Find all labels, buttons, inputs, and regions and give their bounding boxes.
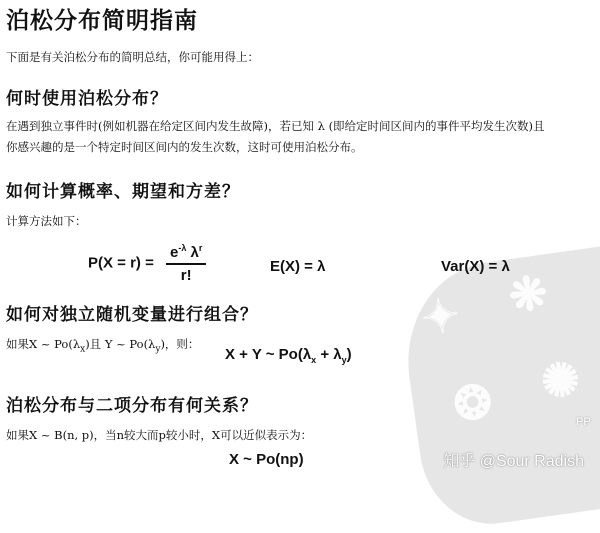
section-text-line: 在遇到独立事件时(例如机器在给定区间内发生故障)，若已知 λ (即给定时间区间内的事件平均发生次数)且 [6,119,545,133]
probability-lhs: P(X = r) = [88,254,159,272]
variance-formula: Var(X) = λ [441,258,510,275]
section-heading-binomial: 泊松分布与二项分布有何关系？ [6,396,258,416]
probability-formula [88,243,206,284]
section-heading-when-to-use: 何时使用泊松分布？ [6,89,168,109]
watermark-text: 知乎 @Sour Radish [443,453,584,470]
watermark-glyph: ❋ [505,264,552,324]
section-text: 如果X ~ $Po(\lambda_x)$且 Y ~ $Po(\lambda_y)$，则： [6,337,200,355]
section-text: 计算方法如下： [6,214,87,228]
expectation-formula: E(X) = λ [270,258,326,275]
watermark-seal [395,243,600,532]
watermark-glyph: ❂ [449,373,496,433]
probability-fraction [166,243,206,284]
section-heading-combine: 如何对独立随机变量进行组合？ [6,305,258,325]
section-text-line: 你感兴趣的是一个特定时间区间内的发生次数，这时可使用泊松分布。 [6,140,363,154]
intro-text: 下面是有关泊松分布的简明总结，你可能用得上： [6,50,259,64]
combination-formula: X + Y ~ $Po(\lambda_x + \lambda_y)$ [225,346,352,365]
fraction-denominator: r! [166,263,206,284]
section-text: 如果X ~ B(n, p)，当n较大而p较小时，X可以近似表示为： [6,428,313,442]
watermark-glyph: ✦ [417,286,464,346]
approximation-formula: X ~ Po(np) [229,451,304,468]
watermark-corner-text: PP [576,416,591,428]
section-heading-calculate: 如何计算概率、期望和方差？ [6,182,240,202]
fraction-numerator: $e^{-\lambda}$ $\lambda^r$ [170,243,203,261]
page-title: 泊松分布简明指南 [6,8,198,34]
watermark-glyph: ✺ [537,350,584,410]
